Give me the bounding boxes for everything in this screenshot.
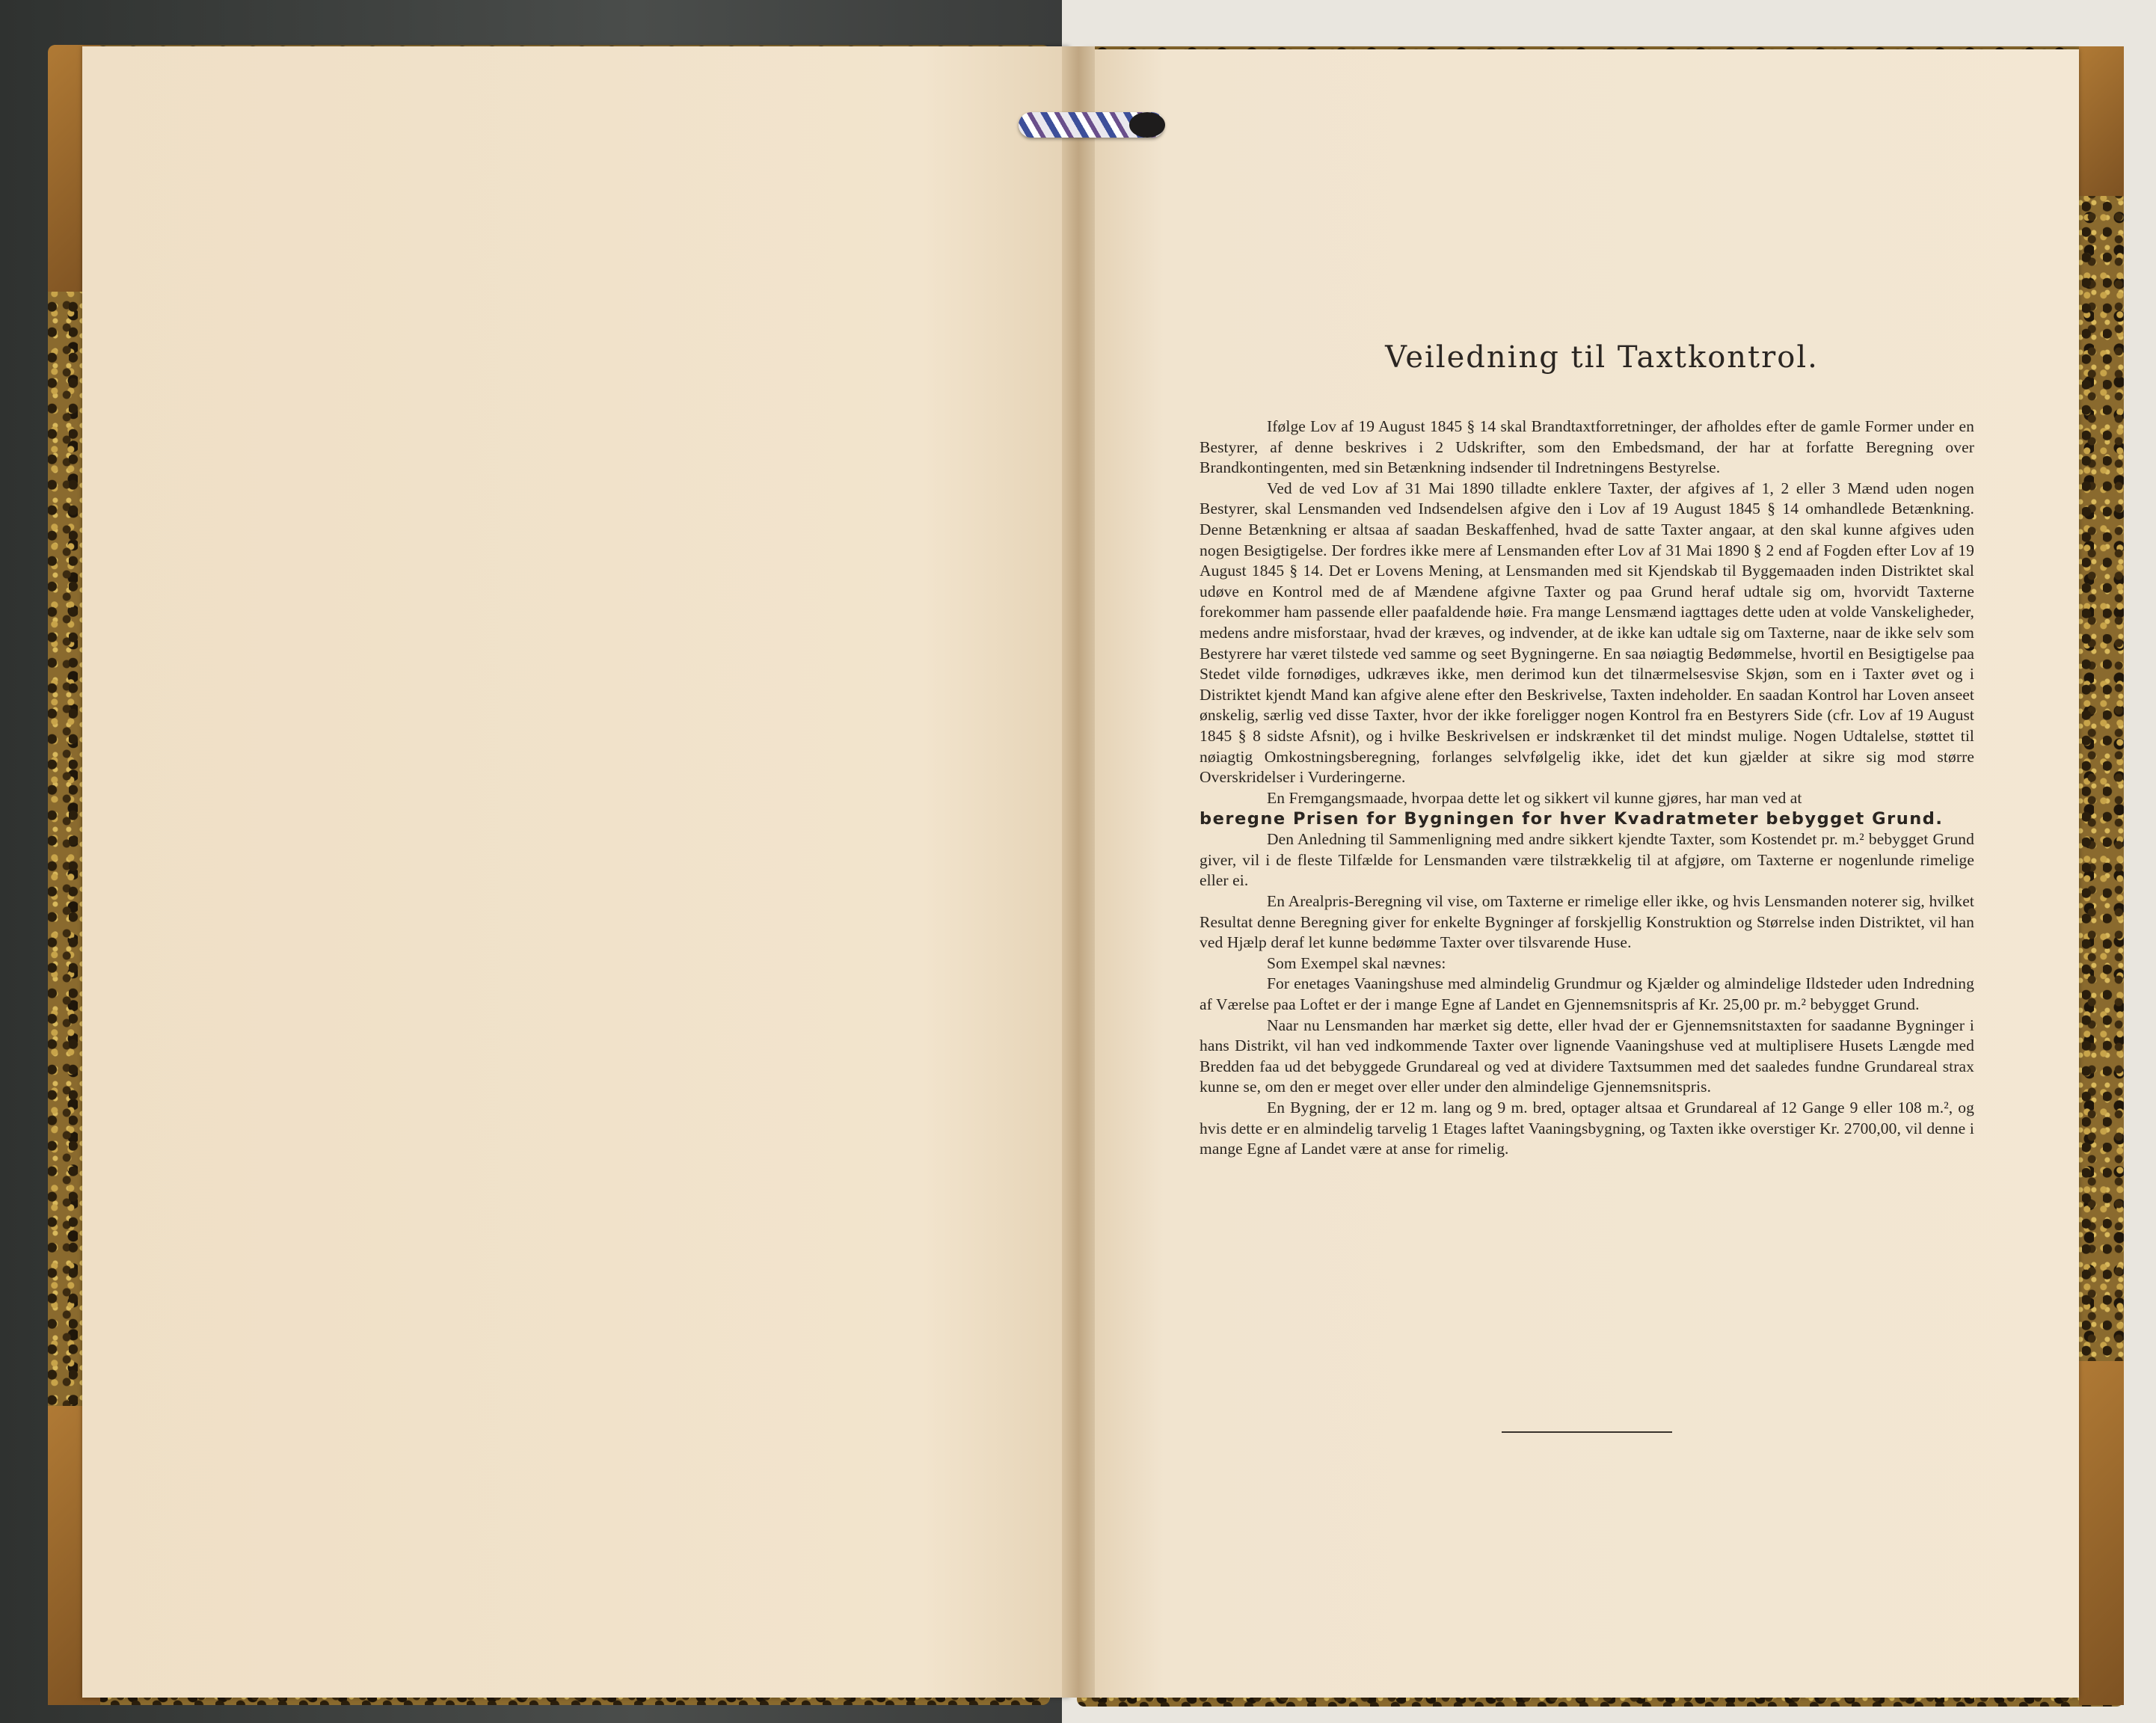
emphasized-line: beregne Prisen for Bygningen for hver Kvadratmeter bebygget Grund. (1200, 809, 1944, 829)
paragraph: Ifølge Lov af 19 August 1845 § 14 skal Brandtaxtforretninger, der afholdes efter de gamle Former under en Bestyrer, af denne beskrives i 2 Udskrifter, som den Embedsmand, der har at forfatte Beregning over Brandkontingenten, med sin Betænkning indsender til Indretningens Bestyrelse. (1200, 417, 1974, 477)
paragraph: Den Anledning til Sammenligning med andre sikkert kjendte Taxter, som Kostendet pr. m.² bebygget Grund giver, vil i de fleste Tilfælde for Lensmanden være tilstrækkelig til at afgjøre, om Taxterne er nogenlunde rimelige eller ei. (1200, 830, 1974, 890)
paragraph: En Fremgangsmaade, hvorpaa dette let og sikkert vil kunne gjøres, har man ved at (1267, 788, 1802, 807)
leather-corner-top-right (2079, 46, 2124, 196)
closing-rule (1502, 1431, 1672, 1433)
leather-corner-bottom-right (2079, 1361, 2124, 1705)
paragraph: Naar nu Lensmanden har mærket sig dette, eller hvad der er Gjennemsnitstaxten for saadanne Bygninger i hans Distrikt, vil han ved indkommende Taxter over lignende Vaaningshuse ved at multiplisere Husets Længde med Bredden faa ud det bebyggede Grundareal og ved at dividere Taxtsummen med det saaledes fundne Grundareal strax kunne se, om den er meget over eller under den almindelige Gjennemsnitspris. (1200, 1016, 1974, 1096)
page-gutter (1062, 46, 1095, 1698)
document-title: Veiledning til Taxtkontrol. (1385, 340, 1819, 375)
paragraph: En Bygning, der er 12 m. lang og 9 m. bred, optager altsaa et Grundareal af 12 Gange 9 eller 108 m.², og hvis dette er en almindelig tarvelig 1 Etages laftet Vaaningsbygning, og Taxten ikke overstiger Kr. 2700,00, vil denne i mange Egne af Landet være at anse for rimelig. (1200, 1099, 1974, 1158)
paragraph: En Arealpris-Beregning vil vise, om Taxterne er rimelige eller ikke, og hvis Lensmanden noterer sig, hvilket Resultat denne Beregning giver for enkelte Bygninger af forskjellig Konstruktion og Størrelse inden Distriktet, vil han ved Hjælp deraf let kunne bedømme Taxter over tilsvarende Huse. (1200, 892, 1974, 952)
binding-knot (1129, 112, 1165, 138)
paragraph: Ved de ved Lov af 31 Mai 1890 tilladte enklere Taxter, der afgives af 1, 2 eller 3 Mænd uden nogen Bestyrer, skal Lensmanden ved Indsendelsen afgive den i Lov af 19 August 1845 § 14 omhandlede Betænkning. Denne Betænkning er altsaa af saadan Beskaffenhed, hvad de satte Taxter angaar, at den skal kunne afgives uden nogen Besigtigelse. Der fordres ikke mere af Lensmanden efter Lov af 31 Mai 1890 § 2 end af Fogden efter Lov af 19 August 1845 § 14. Det er Lovens Mening, at Lensmanden med sit Kjendskab til Byggemaaden inden Distriktet skal udøve en Kontrol med de af Mændene afgivne Taxter og paa Grund heraf udtale sig om, hvorvidt Taxterne forekommer ham passende eller paafaldende høie. Fra mange Lensmænd iagttages dette uden at volde Vanskeligheder, medens andre misforstaar, hvad der kræves, og indvender, at de ikke kan udtale sig om Taxterne, naar de ikke selv som Bestyrere har været tilstede ved samme og seet Bygningerne. En saa nøiagtig Bedømmelse, hvortil en Besigtigelse paa Stedet vilde fornødiges, udkræves ikke, men derimod kun det tilnærmelsesvise Skjøn, som en i Taxter øvet og i Distriktet kjendt Mand kan afgive alene efter den Beskrivelse, Taxten indeholder. En saadan Kontrol har Loven anseet ønskelig, særlig ved disse Taxter, hvor der ikke foreligger nogen Kontrol fra en Bestyrers Side (cfr. Lov af 19 August 1845 § 8 sidste Afsnit), og i hvilke Beskrivelsen er indskrænket til det mindst mulige. Nogen Udtalelse, støttet til nøiagtig Omkostningsberegning, forlanges selvfølgelig ikke, idet det kun gjælder at sikre sig mod større Overskridelser i Vurderingerne. (1200, 479, 1974, 787)
paragraph: For enetages Vaaningshuse med almindelig Grundmur og Kjælder og almindelige Ildsteder uden Indredning af Værelse paa Loftet er der i mange Egne af Landet en Gjennemsnitspris af Kr. 25,00 pr. m.² bebygget Grund. (1200, 974, 1974, 1014)
paragraph: Som Exempel skal nævnes: (1267, 953, 1446, 972)
left-page (82, 46, 1069, 1698)
instruction-text (1200, 340, 1974, 1160)
